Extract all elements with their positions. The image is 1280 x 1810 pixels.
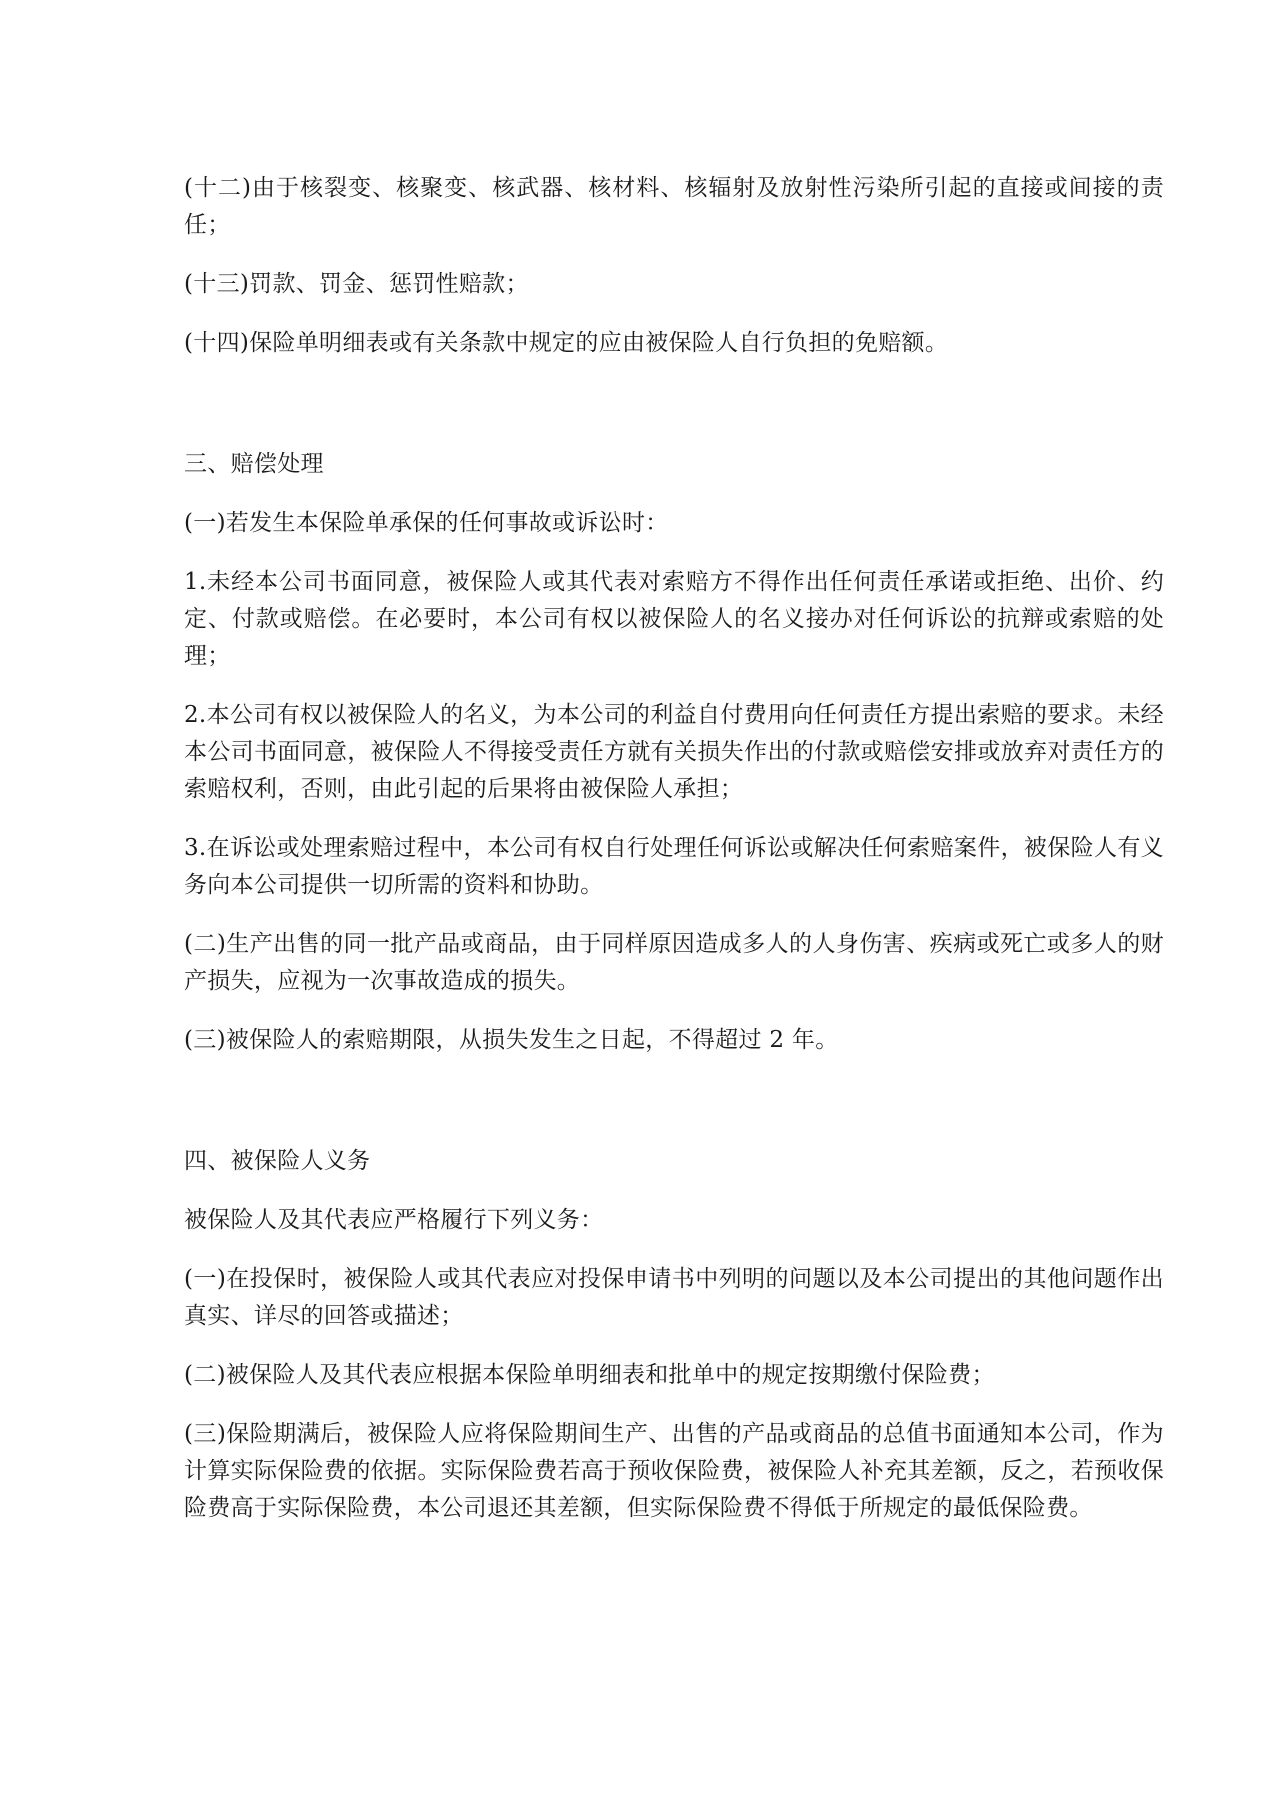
section-gap (184, 384, 1164, 446)
obligations-paragraph-2: (二)被保险人及其代表应根据本保险单明细表和批单中的规定按期缴付保险费； (184, 1362, 995, 1388)
obligations-paragraph-3: (三)保险期满后，被保险人应将保险期间生产、出售的产品或商品的总值书面通知本公司，作为计算实际保险费的依据。实际保险费若高于预收保险费，被保险人补充其差额，反之，若预收保险费高于实际保险费，本公司退还其差额，但实际保险费不得低于所规定的最低保险费。 (184, 1421, 1164, 1521)
section-4-heading: 四、被保险人义务 (184, 1148, 371, 1174)
claims-paragraph-1: (一)若发生本保险单承保的任何事故或诉讼时： (184, 510, 669, 536)
document-page (184, 170, 1164, 1549)
obligations-intro: 被保险人及其代表应严格履行下列义务： (184, 1207, 604, 1233)
exclusion-item-12: (十二)由于核裂变、核聚变、核武器、核材料、核辐射及放射性污染所引起的直接或间接的责任； (184, 175, 1164, 238)
claims-paragraph-2: (二)生产出售的同一批产品或商品，由于同样原因造成多人的人身伤害、疾病或死亡或多人的财产损失，应视为一次事故造成的损失。 (184, 931, 1164, 994)
claims-paragraph-1-1: 1.未经本公司书面同意，被保险人或其代表对索赔方不得作出任何责任承诺或拒绝、出价、约定、付款或赔偿。在必要时，本公司有权以被保险人的名义接办对任何诉讼的抗辩或索赔的处理； (184, 569, 1164, 669)
claims-paragraph-1-2: 2.本公司有权以被保险人的名义，为本公司的利益自付费用向任何责任方提出索赔的要求。未经本公司书面同意，被保险人不得接受责任方就有关损失作出的付款或赔偿安排或放弃对责任方的索赔权利，否则，由此引起的后果将由被保险人承担； (184, 702, 1164, 802)
section-gap (184, 1081, 1164, 1143)
claims-paragraph-1-3: 3.在诉讼或处理索赔过程中，本公司有权自行处理任何诉讼或解决任何索赔案件，被保险人有义务向本公司提供一切所需的资料和协助。 (184, 835, 1164, 898)
obligations-paragraph-1: (一)在投保时，被保险人或其代表应对投保申请书中列明的问题以及本公司提出的其他问题作出真实、详尽的回答或描述； (184, 1266, 1164, 1329)
claims-paragraph-3: (三)被保险人的索赔期限，从损失发生之日起，不得超过 2 年。 (184, 1027, 839, 1053)
section-3-heading: 三、赔偿处理 (184, 451, 324, 477)
exclusion-item-13: (十三)罚款、罚金、惩罚性赔款； (184, 271, 529, 297)
exclusion-item-14: (十四)保险单明细表或有关条款中规定的应由被保险人自行负担的免赔额。 (184, 330, 949, 356)
